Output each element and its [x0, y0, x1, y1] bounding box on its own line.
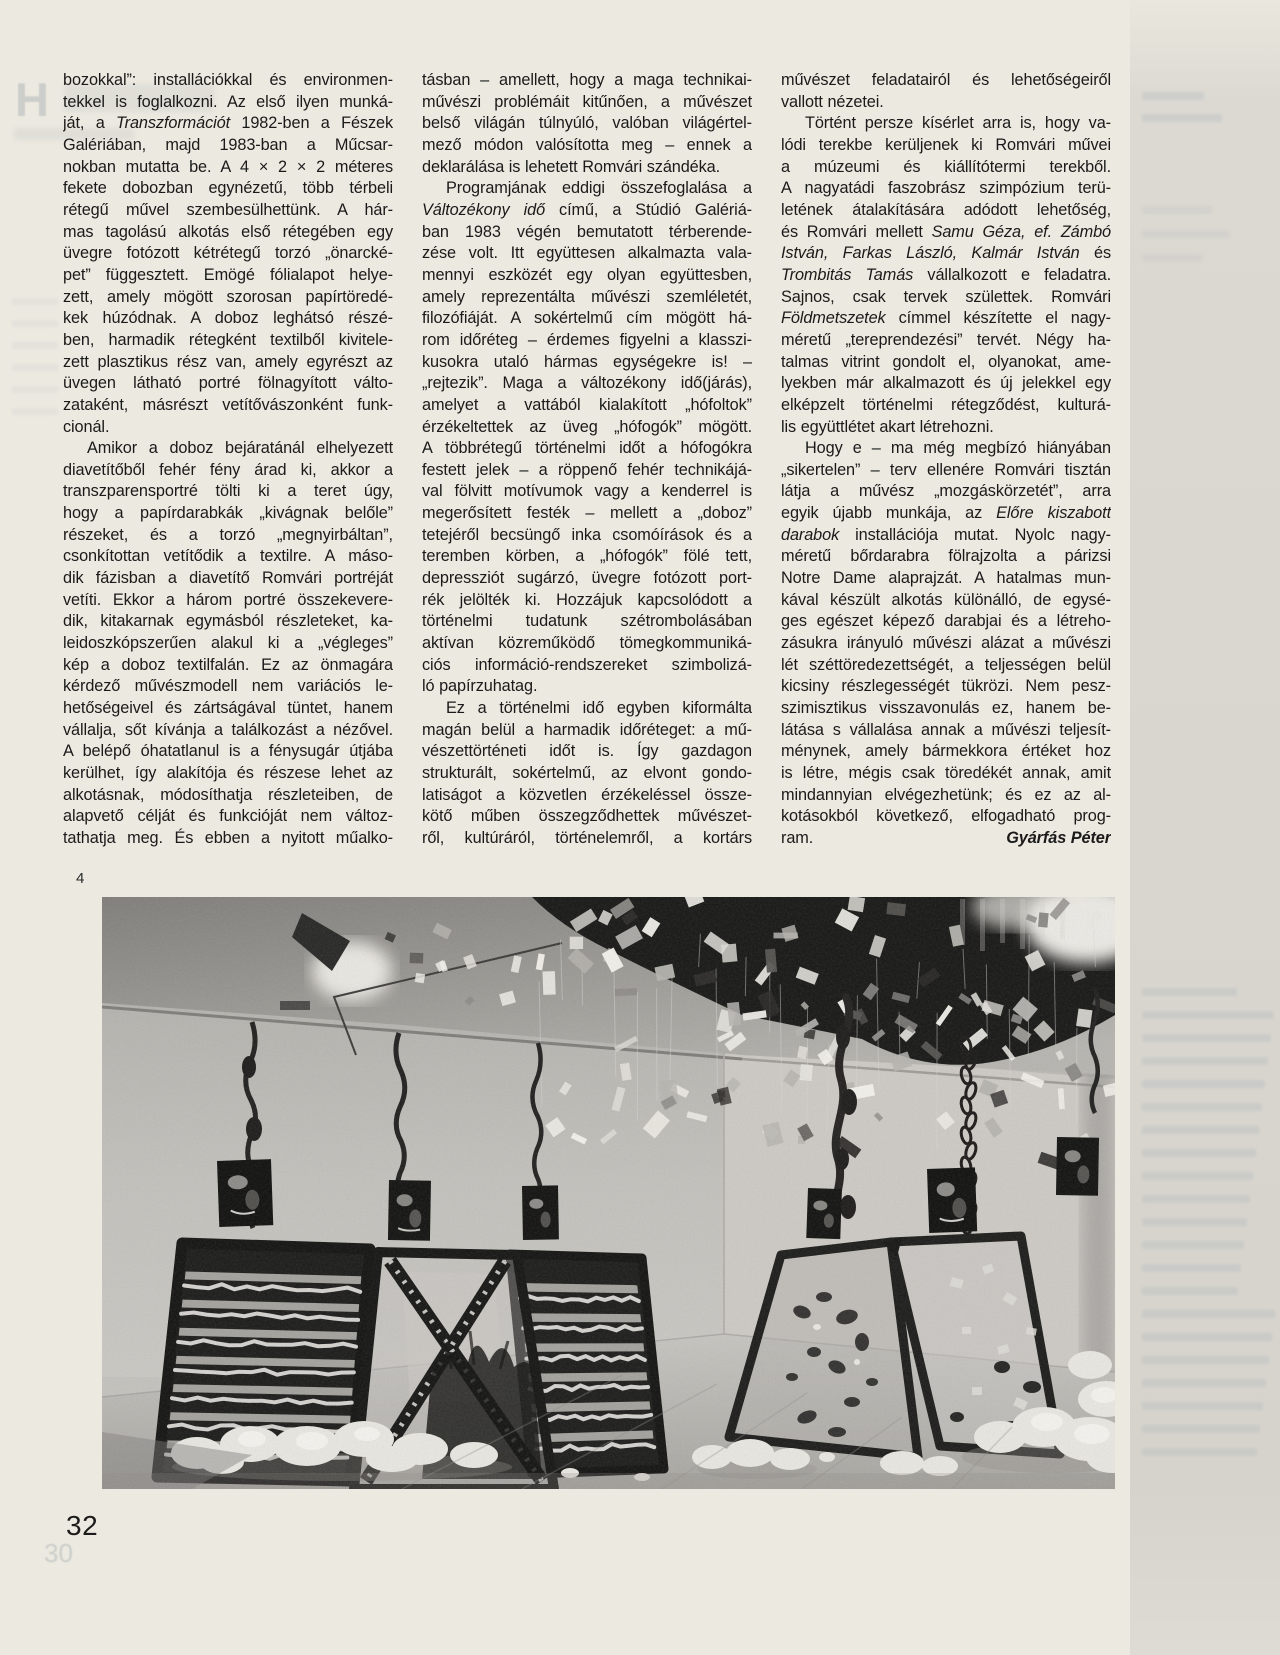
ghost-text-line — [12, 342, 58, 349]
text-line: érzékeltettek az üveg „hófogók” mögött. — [422, 417, 752, 436]
ghost-text-line — [1142, 1379, 1266, 1387]
ghost-text-line — [1142, 1126, 1259, 1134]
text-line: ges egészet képező darabjai és a létreho- — [781, 612, 1111, 631]
text-line: fekete dobozban egynézetű, több térbeli — [63, 179, 393, 198]
text-line: a múzeumi és kiállítótermi terekből. — [781, 157, 1111, 176]
ghost-text-line — [12, 320, 58, 327]
text-line: rétegű művel szembesülhettünk. A hár- — [63, 200, 393, 219]
ghost-text-line — [1142, 1195, 1250, 1203]
text-line: vetíti. Ekkor a három portré összekevere- — [63, 590, 393, 609]
installation-photo — [102, 897, 1115, 1489]
text-line: Amikor a doboz bejáratánál elhelyezett — [87, 439, 393, 458]
text-line: lódi terekbe kerüljenek ki Romvári művei — [781, 135, 1111, 154]
ghost-text-line — [1142, 1172, 1253, 1180]
text-line: Ez a történelmi idő egyben kiformálta — [446, 699, 752, 718]
article-column-3 — [781, 70, 1111, 850]
text-line: vészettörténeti időt is. Így gazdagon — [422, 742, 752, 761]
text-line: tásban – amellett, hogy a maga technikai- — [422, 71, 752, 89]
text-line: méretű „tereprendezési” tervét. Négy ha- — [781, 330, 1111, 349]
text-line: kép a doboz textilfalán. Ez az önmagára — [63, 655, 393, 674]
text-line: tekkel is foglalkozni. Az első ilyen munká- — [63, 92, 393, 111]
text-line: történelmi tudatunk szétrombolásában — [422, 612, 752, 631]
ghost-text-line — [1142, 230, 1230, 238]
text-line: A többrétegű történelmi időt a hófogókra — [422, 439, 752, 458]
article-column-2 — [422, 70, 752, 850]
text-line: zése volt. Itt együttesen alkalmazta vala- — [422, 244, 752, 263]
installation-photo-graphic — [102, 897, 1115, 1489]
text-line: is létre, mégis csak töredékét annak, amit — [781, 764, 1111, 782]
text-line: kotásokból következő, elfogadható prog- — [781, 807, 1111, 826]
text-line: művészi problémáit kitűnően, a művészet — [422, 92, 752, 111]
text-line: darabok installációja mutat. Nyolc nagy- — [781, 525, 1111, 544]
text-line: ciós információ-rendszereket szimbolizá- — [422, 655, 752, 674]
text-line: lis együttlétet akart létrehozni. — [781, 417, 994, 436]
text-line: ről, kultúráról, történelemről, a kortárs — [422, 828, 752, 847]
ghost-text-line — [1142, 1448, 1257, 1456]
ghost-text-line — [1142, 1057, 1268, 1065]
text-line: amely reprezentálta művészi szemléletét, — [422, 287, 752, 306]
text-line: Programjának eddigi összefoglalása a — [446, 179, 752, 198]
text-line: lét széttöredezettségét, a teljességen belül — [781, 655, 1111, 674]
ghost-text-line — [1142, 1287, 1238, 1295]
text-line: belső világán túlnyúló, valóban világértel- — [422, 114, 752, 133]
text-line: latiságot a közvetlen érzékeléssel össze- — [422, 785, 752, 804]
text-line: Galériában, majd 1983-ban a Műcsar- — [63, 135, 393, 154]
text-line: ját, a Transzformációt 1982-ben a Fészek — [63, 114, 393, 133]
text-line: letének átalakítására adódott lehetőség, — [781, 200, 1111, 219]
ghost-text-line — [12, 386, 58, 393]
ghost-text-line — [1142, 1264, 1241, 1272]
text-line: látása s vállalása annak a művészi teljesít- — [781, 720, 1111, 739]
text-line: elképzelt történelmi rétegződést, kulturá- — [781, 395, 1111, 414]
text-line: aktívan közreműködő tömegkommuniká- — [422, 634, 752, 653]
text-line: egyik újabb munkája, az Előre kiszabott — [781, 504, 1111, 523]
text-line: val fölvitt motívumok vagy a kenderrel is — [422, 482, 752, 501]
text-line: filozófiáját. A sokértelmű cím mögött há- — [422, 309, 752, 328]
text-line: alkotásnak, módosíthatja részleteiben, de — [63, 785, 393, 804]
text-line: pet” függesztett. Emögé fólialapot helye- — [63, 265, 393, 284]
text-line: „sikertelen” – terv ellenére Romvári tisztán — [781, 460, 1111, 479]
text-line: Gyárfás Péter ram. — [781, 828, 1111, 847]
text-line: kicsiny részlegességét tükrözi. Nem pesz- — [781, 677, 1111, 696]
text-line: zásukra irányuló művészi alázat a művészi — [781, 634, 1111, 653]
text-line: rék jelölték ki. Hozzájuk kapcsolódott a — [422, 590, 752, 609]
ghost-page-number: 30 — [44, 1538, 73, 1568]
text-line: kek húzódnak. A doboz leghátsó részé- — [63, 309, 393, 328]
film-grain — [102, 897, 1115, 1489]
text-line: lyekben már alkalmazott és új jelekkel egy — [781, 374, 1111, 393]
text-line: amelyet a vattából kialakított „hófoltok” — [422, 395, 752, 414]
text-line: strukturált, sokértelmű, az elvont gondo- — [422, 764, 752, 782]
text-line: leidoszkópszerűen alakul ki a „végleges” — [63, 634, 393, 653]
article-body — [63, 70, 1111, 850]
ghost-headline-letter: H — [15, 73, 49, 126]
article-column-1 — [63, 70, 393, 850]
text-line: Trombitás Tamás vállalkozott e feladatra. — [781, 265, 1111, 284]
text-line: A nagyatádi faszobrász szimpózium terü- — [781, 179, 1111, 198]
text-line: depressziót sugárzó, üvegre fotózott port- — [422, 569, 752, 588]
ghost-text-line — [1142, 1011, 1274, 1019]
text-line: dik fázisban a diavetítő Romvári portréját — [63, 569, 393, 588]
text-line: kérdező művészmodell nem variációs le- — [63, 677, 393, 696]
text-line: hogy a papírdarabkák „kivágnak belőle” — [63, 504, 393, 523]
text-line: deklarálása is lehetett Romvári szándéka. — [422, 157, 721, 176]
text-line: alapvető célját és funkcióját nem változ- — [63, 807, 393, 826]
text-line: dik, kitakarnak egymásból részleteket, ka- — [63, 612, 393, 631]
text-line: bozokkal”: installációkkal és environmen- — [63, 71, 393, 89]
text-line: tathatja meg. És ebben a nyitott műalko- — [63, 828, 393, 847]
text-line: tetejéről becsüngő inka csomóírások és a — [422, 525, 752, 544]
text-line: ban 1983 végén bemutatott térberende- — [422, 222, 752, 241]
text-line: diavetítőből fehér fény árad ki, akkor a — [63, 460, 393, 479]
page-number: 32 — [66, 1510, 99, 1541]
ghost-text-line — [12, 408, 58, 415]
text-line: „rejtezik”. Maga a változékony idő(járás), — [422, 374, 752, 393]
ghost-text-line — [1142, 1103, 1262, 1111]
ghost-text-line — [1142, 1425, 1260, 1433]
ghost-text-line — [1142, 1241, 1244, 1249]
text-line: zett plasztikus rész van, amely egyrészt az — [63, 352, 393, 371]
text-line: részeket, és a torzó „megnyirbáltan”, — [63, 525, 393, 544]
text-line: üvegre fotózott kétrétegű torzó „önarcké- — [63, 244, 393, 263]
text-line: Notre Dame alaprajzát. A hatalmas mun- — [781, 569, 1111, 588]
text-line: ben, harmadik rétegként textilből kivitele- — [63, 330, 393, 349]
ghost-text-line — [1142, 206, 1212, 214]
ghost-text-line — [1142, 1310, 1275, 1318]
text-line: Változékony idő című, a Stúdió Galériá- — [422, 200, 752, 219]
text-line: kerülhet, így alakítója és részese lehet az — [63, 764, 393, 782]
ghost-text-line — [1142, 1080, 1265, 1088]
text-line: kával készült alkotás különálló, de egysé- — [781, 590, 1111, 609]
text-line: teremben körben, a „hófogók” fölé tett, — [422, 547, 752, 566]
text-line: transzparensportré tölti ki a teret úgy, — [63, 482, 393, 501]
text-line: mas tagolású alkotás első rétegében egy — [63, 222, 393, 241]
text-line: magán belül a harmadik időréteget: a mű- — [422, 720, 752, 739]
text-line: kötő műben összegződhettek művészet- — [422, 807, 752, 826]
ghost-text-line — [1142, 1333, 1272, 1341]
text-line: hetőségeivel és zártságával tüntet, hanem — [63, 699, 393, 718]
ghost-text-line — [1142, 988, 1237, 996]
text-line: mindannyian elvégezhetünk; és ez az al- — [781, 785, 1111, 804]
text-line: István, Farkas László, Kalmár István és — [781, 244, 1111, 263]
page-edge-strip — [1130, 0, 1280, 1655]
text-line: festett jelek – a röppenő fehér technikájá- — [422, 460, 752, 479]
text-line: A belépő óhatatlanul is a fénysugár útjába — [63, 742, 393, 761]
text-line: Hogy e – ma még megbízó hiányában — [805, 439, 1111, 458]
text-line: Sajnos, csak tervek születtek. Romvári — [781, 287, 1111, 306]
text-line: üvegen látható portré fölnagyított válto- — [63, 374, 393, 393]
text-line: Földmetszetek címmel készítette el nagy- — [781, 309, 1111, 328]
ghost-text-line — [1142, 254, 1202, 262]
ghost-text-line — [1142, 1218, 1247, 1226]
text-line: vállalja, sőt kívánja a találkozást a nézővel. — [63, 720, 393, 739]
text-line: zataként, másrészt vetítővászonként funk- — [63, 395, 393, 414]
text-line: művészet feladatairól és lehetőségeiről — [781, 71, 1111, 89]
ghost-text-line — [1142, 1149, 1256, 1157]
text-line: vallott nézetei. — [781, 92, 884, 111]
text-line: cionál. — [63, 417, 110, 436]
text-line: zett, amely mögött szorosan papírtöredé- — [63, 287, 393, 306]
ghost-text-line — [1142, 92, 1204, 100]
text-line: mennyi eszközét egy olyan együttesben, — [422, 265, 752, 284]
text-line: ló papírzuhatag. — [422, 677, 538, 696]
ghost-text-line — [1142, 1356, 1269, 1364]
text-line: talmas vitrint gondolt el, olyanokat, ame- — [781, 352, 1111, 371]
text-line: méretű bőrdarabra fölrajzolta a párizsi — [781, 547, 1111, 566]
text-line: és Romvári mellett Samu Géza, ef. Zámbó — [781, 222, 1111, 241]
photo-caption-number: 4 — [76, 870, 85, 887]
ghost-text-line — [1142, 1034, 1271, 1042]
ghost-text-line — [1142, 1402, 1263, 1410]
text-line: rom időréteg – érdemes figyelni a klasszi- — [422, 330, 752, 349]
text-line: mező módon valósította meg – ennek a — [422, 135, 752, 154]
text-line: Történt persze kísérlet arra is, hogy va- — [805, 114, 1111, 133]
text-line: ménynek, amely bármekkora értéket hoz — [781, 742, 1111, 761]
ghost-text-line — [12, 364, 58, 371]
ghost-text-line — [12, 298, 58, 305]
ghost-text-line — [1142, 114, 1222, 122]
text-line: kusokra utaló hármas egységekre is! – — [422, 352, 752, 371]
text-line: szimisztikus visszavonulás ez, hanem be- — [781, 699, 1111, 718]
text-line: nokban mutatta be. A 4 × 2 × 2 méteres — [63, 157, 393, 176]
text-line: látja a művész „mozgáskörzetét”, arra — [781, 482, 1111, 501]
text-line: megerősített festék – mellett a „doboz” — [422, 504, 752, 523]
text-line: csonkítottan vetítődik a textilre. A máso- — [63, 547, 393, 566]
